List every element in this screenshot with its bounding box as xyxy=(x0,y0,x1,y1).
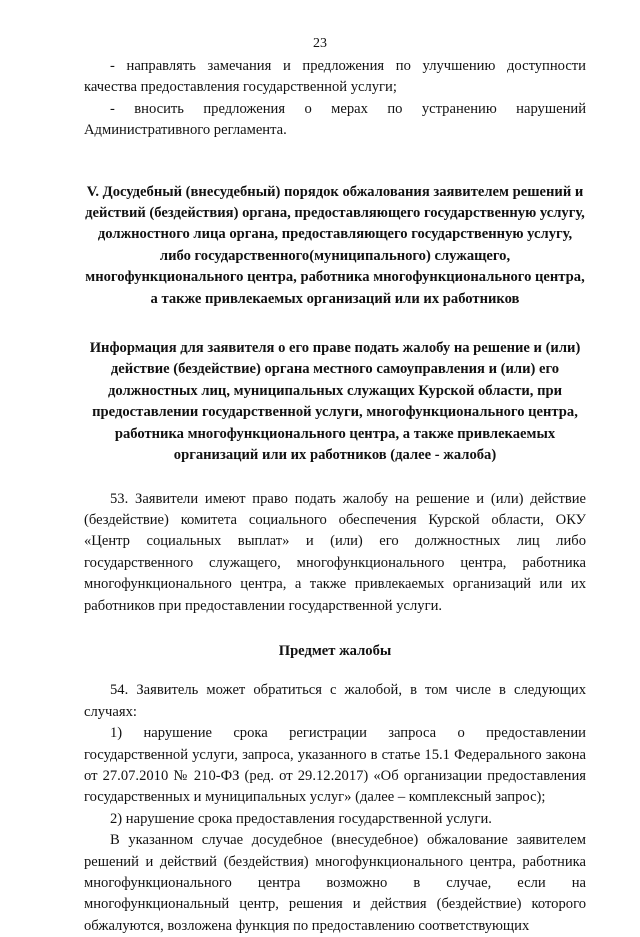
list-item-2: 2) нарушение срока предоставления государственной услуги. xyxy=(110,810,492,827)
section-heading: V. Досудебный (внесудебный) порядок обжалования заявителем решений и действий (бездействия) органа, предоставляющего государственную услугу, должностного лица органа, предоставляющего государственную услугу, либо государственного(муниципального) служащего, многофункционального центра, работника многофункционального центра, а также привлекаемых организаций или их работников xyxy=(85,183,585,307)
paragraph-mfc-appeal: В указанном случае досудебное (внесудебное) обжалование заявителем решений и действий (бездействия) многофункционального центра, работника многофункционального центра возможно в случае, если на многофункциональный центр, решения и действия (бездействие) которого обжалуются, возложена функция по предоставлению соответствующих xyxy=(84,832,586,934)
paragraph-propose-measures: - вносить предложения о мерах по устранению нарушений Административного регламента. xyxy=(84,100,586,139)
page-number: 23 xyxy=(313,36,327,51)
list-item-1: 1) нарушение срока регистрации запроса о предоставлении государственной услуги, запроса, указанного в статье 15.1 Федерального закона от 27.07.2010 № 210-ФЗ (ред. от 29.12.2017) «Об организации предоставления государственных и муниципальных услуг» (далее – комплексный запрос); xyxy=(84,725,586,806)
paragraph-53: 53. Заявители имеют право подать жалобу на решение и (или) действие (бездействие) комитета социального обеспечения Курской области, ОКУ «Центр социальных выплат» и (или) его должностных лиц либо государственного служащего, многофункционального центра, работника многофункционального центра, а также привлекаемых организаций или их работников при предоставлении государственной услуги. xyxy=(84,490,586,614)
paragraph-54: 54. Заявитель может обратиться с жалобой, в том числе в следующих случаях: xyxy=(84,682,586,720)
subject-heading: Предмет жалобы xyxy=(278,642,392,659)
paragraph-send-remarks: - направлять замечания и предложения по улучшению доступности качества предоставления государственной услуги; xyxy=(84,58,586,96)
document-body xyxy=(84,56,586,937)
info-heading: Информация для заявителя о его праве подать жалобу на решение и (или) действие (бездействие) органа местного самоуправления и (или) его должностных лиц, муниципальных служащих Курской области, при предоставлении государственной услуги, многофункционального центра, работника многофункционального центра, а также привлекаемых организаций или их работников (далее - жалоба) xyxy=(89,340,581,464)
